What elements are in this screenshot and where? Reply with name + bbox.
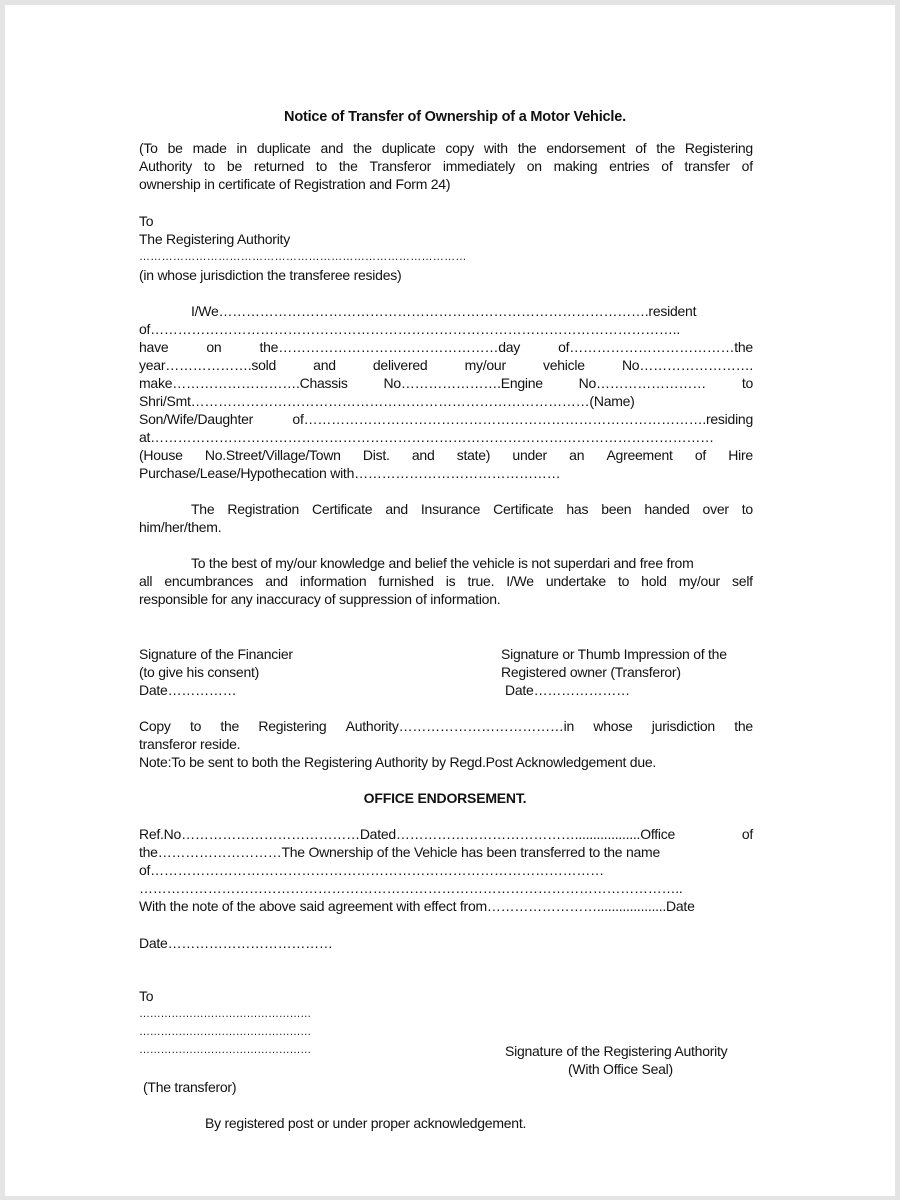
word: Copy (139, 718, 171, 734)
word: state) (456, 447, 491, 463)
copy-line-1 (139, 717, 753, 735)
word: year……………….sold (139, 357, 277, 373)
word: making (553, 158, 598, 174)
copy-line-2: transferor reside. (139, 736, 241, 752)
word: with (483, 140, 508, 156)
delivery-note: By registered post or under proper acknowledgement. (205, 1115, 527, 1131)
authority-blank-field[interactable]: …………………………………………………………………………… (139, 251, 467, 263)
footer-blank-2[interactable]: ………………………………………… (139, 1026, 311, 1038)
endorsement-date-field[interactable]: Date……………………………… (139, 935, 333, 951)
word: duplicate (381, 140, 436, 156)
word: be (167, 140, 183, 156)
word: of…………………………………………………………………………….residing (292, 411, 753, 427)
belief-line-1: To the best of my/our knowledge and belief the vehicle is not superdari and free from (191, 555, 694, 571)
word: (House (139, 447, 183, 463)
word: No…………………… (578, 375, 707, 391)
declaration-line-7[interactable] (139, 410, 753, 428)
word: in (236, 140, 247, 156)
word: handed (644, 501, 690, 517)
word: has (566, 501, 589, 517)
word: made (192, 140, 227, 156)
endorsement-line-5[interactable]: With the note of the above said agreement with effect from……………………...................Date (139, 898, 695, 914)
intro-line-3: ownership in certificate of Registration and Form 24) (139, 176, 451, 192)
word: the (353, 140, 372, 156)
word: self (732, 573, 753, 589)
word: to (189, 718, 202, 734)
word: Dist. (362, 447, 390, 463)
word: the (517, 140, 537, 156)
owner-signature-label: Signature or Thumb Impression of the (501, 646, 727, 662)
word: make……………………….Chassis (139, 375, 348, 391)
declaration-line-5[interactable] (139, 374, 753, 392)
copy-note: Note:To be sent to both the Registering Authority by Regd.Post Acknowledgement due. (139, 754, 657, 770)
word: the (338, 158, 358, 174)
footer-blank-1[interactable]: ………………………………………… (139, 1008, 311, 1020)
to-label: To (139, 213, 154, 229)
owner-date-field[interactable]: Date………………… (505, 682, 630, 698)
financier-date-field[interactable]: Date…………… (139, 682, 237, 698)
endorsement-line-3[interactable]: of……………………………………………………………………………………… (139, 862, 604, 878)
word: and (411, 447, 435, 463)
financier-signature-label: Signature of the Financier (139, 646, 293, 662)
word: the…………………………………………day (259, 339, 521, 355)
declaration-line-10[interactable]: Purchase/Lease/Hypothecation with……………………………………… (139, 465, 561, 481)
word: Registering (684, 140, 753, 156)
word: of (741, 826, 753, 842)
word: Authority………………………………in (345, 718, 575, 734)
word: the (220, 718, 240, 734)
word: No.Street/Village/Town (204, 447, 341, 463)
word: jurisdiction (651, 718, 715, 734)
word: and (385, 501, 408, 517)
word: the (656, 140, 675, 156)
word: returned (253, 158, 304, 174)
word: The (191, 501, 215, 517)
word: my/our (678, 573, 720, 589)
word: duplicate (256, 140, 311, 156)
word: to (617, 573, 630, 589)
jurisdiction-note: (in whose jurisdiction the transferee resides) (139, 267, 402, 283)
office-endorsement-heading: OFFICE ENDORSEMENT. (363, 790, 527, 806)
word: Insurance (420, 501, 481, 517)
word: whose (593, 718, 633, 734)
word: have (139, 339, 169, 355)
intro-line-2 (139, 157, 753, 175)
declaration-line-1[interactable]: I/We………………………………………………………………………………….resident (191, 303, 697, 319)
word: delivered (372, 357, 428, 373)
word: of (661, 158, 673, 174)
word: to (741, 501, 753, 517)
word: hold (641, 573, 667, 589)
word: be (226, 158, 242, 174)
word: Ref.No…………………………………Dated…………………………………..................Office (139, 826, 676, 842)
word: transfer (684, 158, 730, 174)
word: Agreement (606, 447, 673, 463)
word: and (265, 573, 288, 589)
word: and (320, 140, 344, 156)
declaration-line-9 (139, 446, 753, 464)
footer-to-label: To (139, 988, 154, 1004)
word: is (445, 573, 456, 589)
word: I/We (506, 573, 534, 589)
word: over (702, 501, 729, 517)
belief-line-3: responsible for any inaccuracy of suppression of information. (139, 591, 501, 607)
word: Registration (227, 501, 300, 517)
footer-blank-3[interactable]: ………………………………………… (139, 1044, 311, 1056)
transferor-label: (The transferor) (143, 1079, 237, 1095)
word: under (512, 447, 547, 463)
word: Son/Wife/Daughter (139, 411, 254, 427)
belief-line-2 (139, 572, 753, 590)
office-seal-label: (With Office Seal) (568, 1061, 673, 1077)
word: of………………………………the (558, 339, 753, 355)
word: endorsement (546, 140, 626, 156)
word: Hire (728, 447, 753, 463)
endorsement-line-2[interactable]: the………………………The Ownership of the Vehicle has been transferred to the name (139, 844, 661, 860)
word: undertake (545, 573, 606, 589)
declaration-line-6[interactable]: Shri/Smt……………………………………………………………………………(Name) (139, 393, 635, 409)
word: Registering (258, 718, 327, 734)
word: No………………….Engine (383, 375, 543, 391)
word: Transferor (369, 158, 432, 174)
word: entries (609, 158, 650, 174)
word: vehicle (542, 357, 585, 373)
word: of (741, 158, 753, 174)
word: No……………………. (621, 357, 753, 373)
declaration-line-8[interactable]: at…………………………………………………………………………………………………………… (139, 429, 714, 445)
word: to (315, 158, 328, 174)
word: all (139, 573, 153, 589)
financier-consent-note: (to give his consent) (139, 664, 260, 680)
word: of (635, 140, 647, 156)
word: information (299, 573, 367, 589)
word: been (601, 501, 632, 517)
word: my/our (464, 357, 506, 373)
declaration-line-3[interactable] (139, 338, 753, 356)
word: encumbrances (164, 573, 254, 589)
word: copy (445, 140, 474, 156)
declaration-line-4[interactable] (139, 356, 753, 374)
word: true. (467, 573, 495, 589)
certificate-line-2: him/her/them. (139, 519, 222, 535)
word: Certificate (493, 501, 554, 517)
endorsement-line-1[interactable] (139, 825, 753, 843)
word: Authority (139, 158, 192, 174)
registering-authority-label: The Registering Authority (139, 231, 290, 247)
declaration-line-2[interactable]: of…………………………………………………………………………………………………….. (139, 321, 680, 337)
word: on (526, 158, 542, 174)
word: of (694, 447, 707, 463)
word: immediately (442, 158, 515, 174)
word: (To (139, 140, 158, 156)
document-title: Notice of Transfer of Ownership of a Motor Vehicle. (284, 109, 626, 125)
word: Certificate (312, 501, 373, 517)
word: furnished (378, 573, 434, 589)
word: to (741, 375, 753, 391)
endorsement-line-4[interactable]: ……………………………………………………………………………………………………….. (139, 880, 683, 896)
intro-line-1 (139, 139, 753, 157)
word: an (569, 447, 585, 463)
word: on (206, 339, 222, 355)
owner-registered-note: Registered owner (Transferor) (501, 664, 681, 680)
certificate-line-1 (191, 500, 753, 518)
word: the (734, 718, 753, 734)
authority-signature-label: Signature of the Registering Authority (505, 1043, 728, 1059)
word: to (203, 158, 216, 174)
word: and (313, 357, 336, 373)
